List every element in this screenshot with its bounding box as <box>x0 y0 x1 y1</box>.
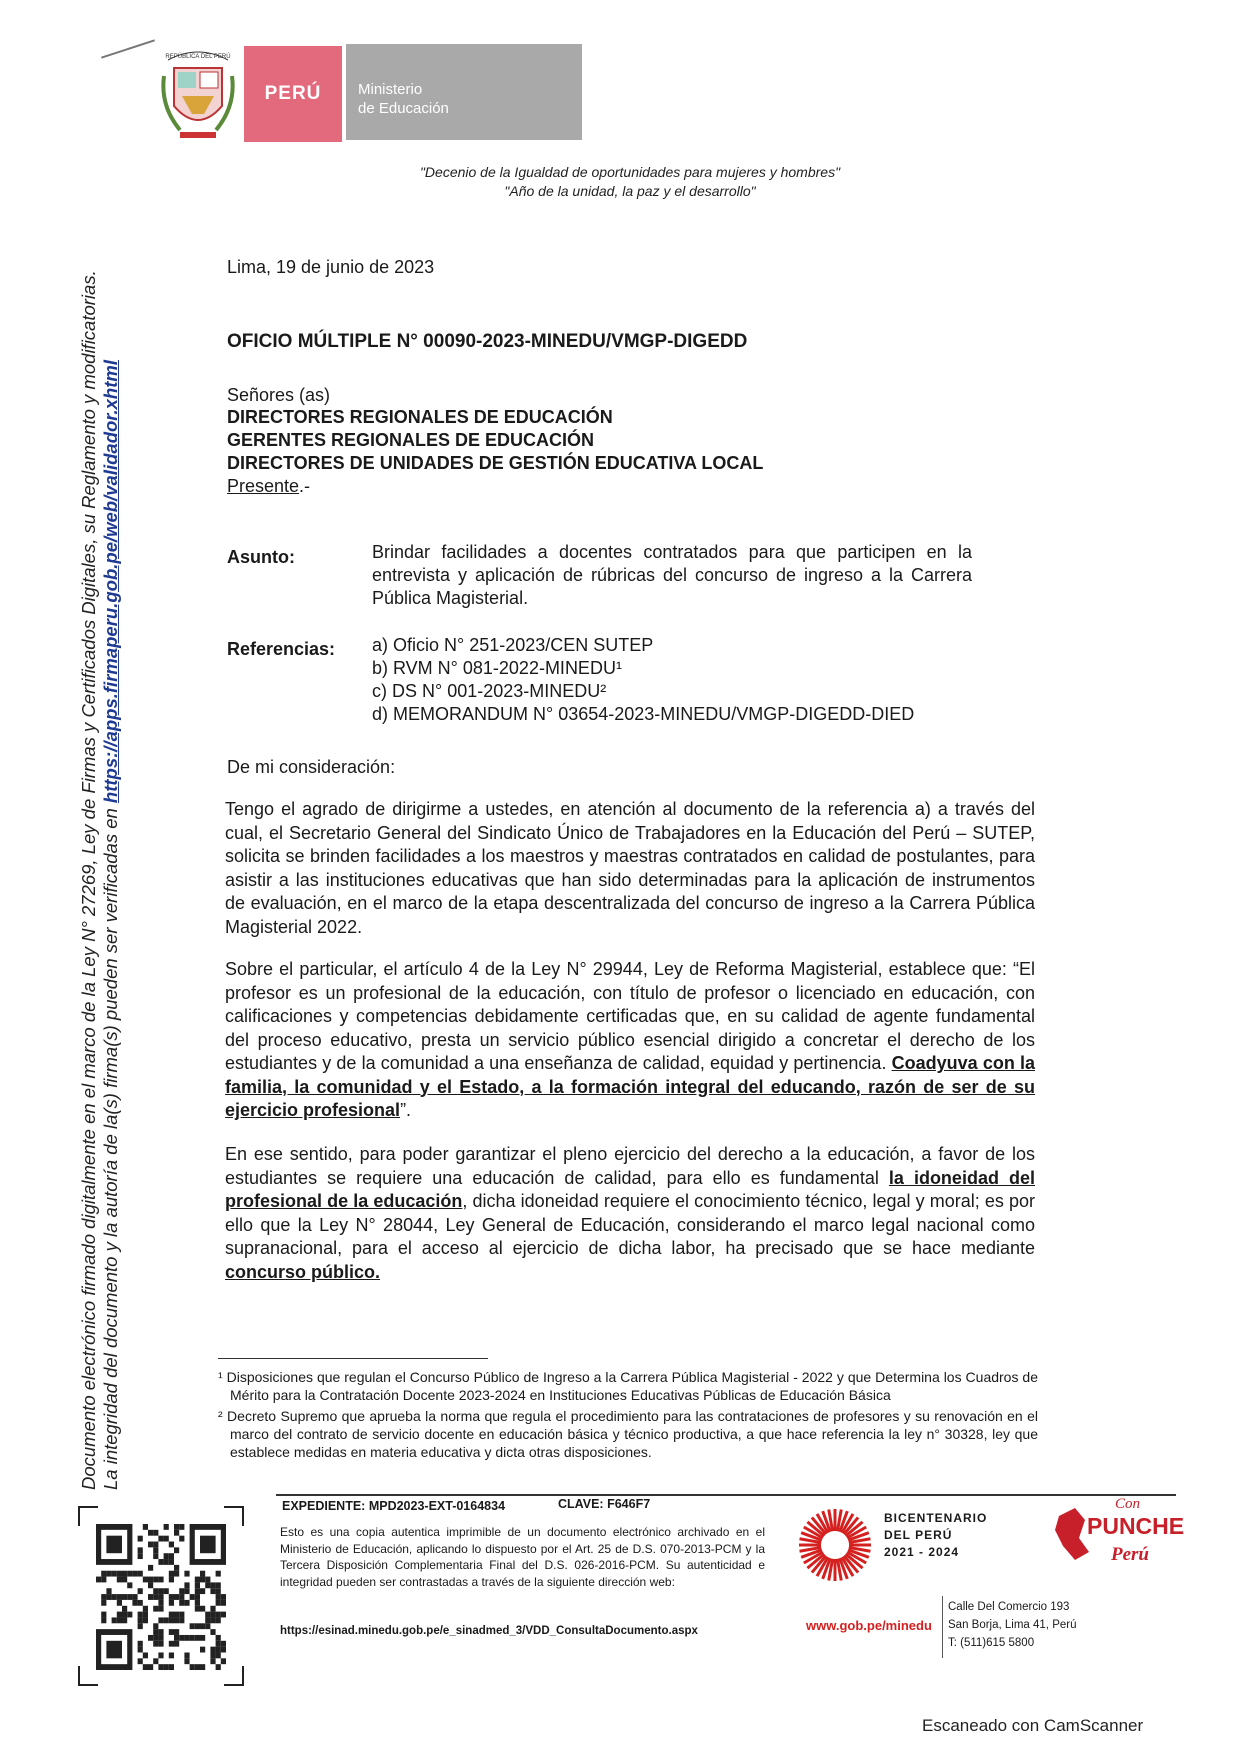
paragraph-3-emphasis-1: la idoneidad del profesional de la educación <box>225 1167 1035 1211</box>
punche-con: Con <box>1115 1496 1141 1512</box>
letter-date: Lima, 19 de junio de 2023 <box>227 257 435 277</box>
ministry-line2: de Educación <box>358 100 449 117</box>
salutation: Señores (as) <box>227 385 331 405</box>
coat-of-arms-icon <box>160 46 236 144</box>
peru-logo: PERÚ <box>244 46 342 142</box>
paragraph-3-emphasis-2: concurso público. <box>225 1261 381 1282</box>
verification-url[interactable]: https://esinad.minedu.gob.pe/e_sinadmed_3/VDD_ConsultaDocumento.aspx <box>280 1625 698 1637</box>
asunto-label: Asunto: <box>227 547 295 567</box>
con-punche-peru-logo <box>1045 1490 1185 1572</box>
footnote-1: ¹ Disposiciones que regulan el Concurso Público de Ingreso a la Carrera Pública Magisterial - 2022 y que Determina los Cuadros de Mérito para la Contratación Docente 2023-2024 en Instituciones Educativas Públicas de Educación Básica <box>218 1369 1038 1403</box>
authenticity-notice: Esto es una copia autentica imprimible de un documento electrónico archivado en el Ministerio de Educación, aplicando lo dispuesto por el Art. 25 de D.S. 070-2013-PCM y la Tercera Disposición Complementaria Final del D.S. 026-2016-PCM. Su autenticidad e integridad pueden ser contrastadas a través de la siguiente dirección web: <box>280 1525 765 1589</box>
signature-note-line2 <box>100 130 122 1490</box>
motto-line2: "Año de la unidad, la paz y el desarrollo" <box>504 183 756 199</box>
paragraph-3-middle: , dicha idoneidad requiere el conocimiento técnico, legal y moral; es por ello que la Ley N° 28044, Ley General de Educación, considerando el marco legal nacional como supranacional, para el acceso al ejercicio de dicha labor, ha precisado que se hace mediante <box>225 1191 1035 1258</box>
bicentenario-logo-icon <box>796 1506 874 1584</box>
bicentenario-line2: DEL PERÚ <box>884 1528 953 1542</box>
presente-word: Presente <box>227 476 300 496</box>
qr-code-icon[interactable] <box>96 1524 226 1670</box>
paragraph-1: Tengo el agrado de dirigirme a ustedes, en atención al documento de la referencia a) a través del cual, el Secretario General del Sindicato Único de Trabajadores en la Educación del Perú – SUTEP, solicita se brinden facilidades a los maestros y maestras contratados en calidad de postulantes, para asistir a las instituciones educativas que han sido determinadas para la aplicación de instrumentos de evaluación, en el marco de la etapa descentralizada del concurso de ingreso a la Carrera Pública Magisterial 2022. <box>225 799 1035 937</box>
reference-d: d) MEMORANDUM N° 03654-2023-MINEDU/VMGP-DIGEDD-DIED <box>372 704 915 724</box>
paragraph-2 <box>225 958 1035 1123</box>
presente <box>227 475 310 498</box>
pen-mark <box>101 39 155 58</box>
reference-c: c) DS N° 001-2023-MINEDU² <box>372 681 607 701</box>
camscanner-watermark: Escaneado con CamScanner <box>922 1716 1144 1735</box>
address-line1: Calle Del Comercio 193 <box>948 1601 1070 1613</box>
punche-peru: Perú <box>1111 1544 1149 1565</box>
presente-suffix: .- <box>299 476 311 496</box>
validator-link[interactable]: https://apps.firmaperu.gob.pe/web/validador.xhtml <box>100 360 121 804</box>
address-line2: San Borja, Lima 41, Perú <box>948 1619 1077 1631</box>
recipient-1: DIRECTORES REGIONALES DE EDUCACIÓN <box>227 407 613 427</box>
clave-code: CLAVE: F646F7 <box>558 1497 651 1511</box>
greeting: De mi consideración: <box>227 757 396 777</box>
asunto-text: Brindar facilidades a docentes contratados para que participen en la entrevista y aplicación de rúbricas del concurso de ingreso a la Carrera Pública Magisterial. <box>372 542 972 608</box>
ministry-logo <box>346 44 582 140</box>
bicentenario-line1: BICENTENARIO <box>884 1511 988 1525</box>
reference-a: a) Oficio N° 251-2023/CEN SUTEP <box>372 635 654 655</box>
paragraph-2-emphasis: Coadyuva con la familia, la comunidad y el Estado, a la formación integral del educando, razón de ser de su ejercicio profesional <box>225 1053 1035 1120</box>
footer-divider <box>276 1494 1176 1496</box>
digital-signature-note <box>78 130 122 1490</box>
recipient-2: GERENTES REGIONALES DE EDUCACIÓN <box>227 430 595 450</box>
footnote-divider <box>218 1358 488 1359</box>
reference-b: b) RVM N° 081-2022-MINEDU¹ <box>372 658 622 678</box>
footnote-2: ² Decreto Supremo que aprueba la norma que regula el procedimiento para las contrataciones de profesores y su renovación en el marco del contrato de servicio docente en educación básica y técnico productiva, a que hace referencia la ley n° 30328, ley que establece medidas en materia educativa y dicta otras disposiciones. <box>218 1408 1038 1460</box>
address-phone: T: (511)615 5800 <box>948 1637 1035 1649</box>
address <box>948 1598 1077 1652</box>
paragraph-2-end: ”. <box>400 1100 412 1120</box>
ministry-line1: Ministerio <box>358 81 423 98</box>
recipient-3: DIRECTORES DE UNIDADES DE GESTIÓN EDUCATIVA LOCAL <box>227 453 764 473</box>
bicentenario-text <box>884 1510 987 1561</box>
expediente-number: EXPEDIENTE: MPD2023-EXT-0164834 <box>282 1499 506 1513</box>
signature-note-line1: Documento electrónico firmado digitalmente en el marco de la Ley N° 27269, Ley de Firmas y Certificados Digitales, su Reglamento y modificatorias. <box>78 270 99 1490</box>
paragraph-2-text: Sobre el particular, el artículo 4 de la Ley N° 29944, Ley de Reforma Magisterial, establece que: “El profesor es un profesional de la educación, con título de profesor o licenciado en educación, con calificaciones y competencias debidamente certificadas que, en su calidad de agente fundamental del proceso educativo, presta un servicio público esencial dirigido a concretar el derecho de los estudiantes y de la comunidad a una enseñanza de calidad, equidad y pertinencia. <box>225 959 1035 1073</box>
coat-label: REPÚBLICA DEL PERÚ <box>165 54 231 60</box>
footnotes <box>218 1368 1038 1464</box>
referencias-label: Referencias: <box>227 639 336 659</box>
motto-line1: "Decenio de la Igualdad de oportunidades para mujeres y hombres" <box>419 164 841 180</box>
gob-link[interactable]: www.gob.pe/minedu <box>806 1618 932 1633</box>
paragraph-3-text: En ese sentido, para poder garantizar el pleno ejercicio del derecho a la educación, a favor de los estudiantes se requiere una educación de calidad, para ello es fundamental <box>225 1144 1035 1188</box>
address-divider <box>942 1596 943 1658</box>
paragraph-3 <box>225 1143 1035 1284</box>
letter-title: OFICIO MÚLTIPLE N° 00090-2023-MINEDU/VMGP-DIGEDD <box>227 331 748 352</box>
bicentenario-line3: 2021 - 2024 <box>884 1545 960 1559</box>
punche-main: PUNCHE <box>1087 1513 1185 1539</box>
signature-note-line2-text: La integridad del documento y la autoría de la(s) firma(s) pueden ser verificadas en <box>100 803 121 1490</box>
